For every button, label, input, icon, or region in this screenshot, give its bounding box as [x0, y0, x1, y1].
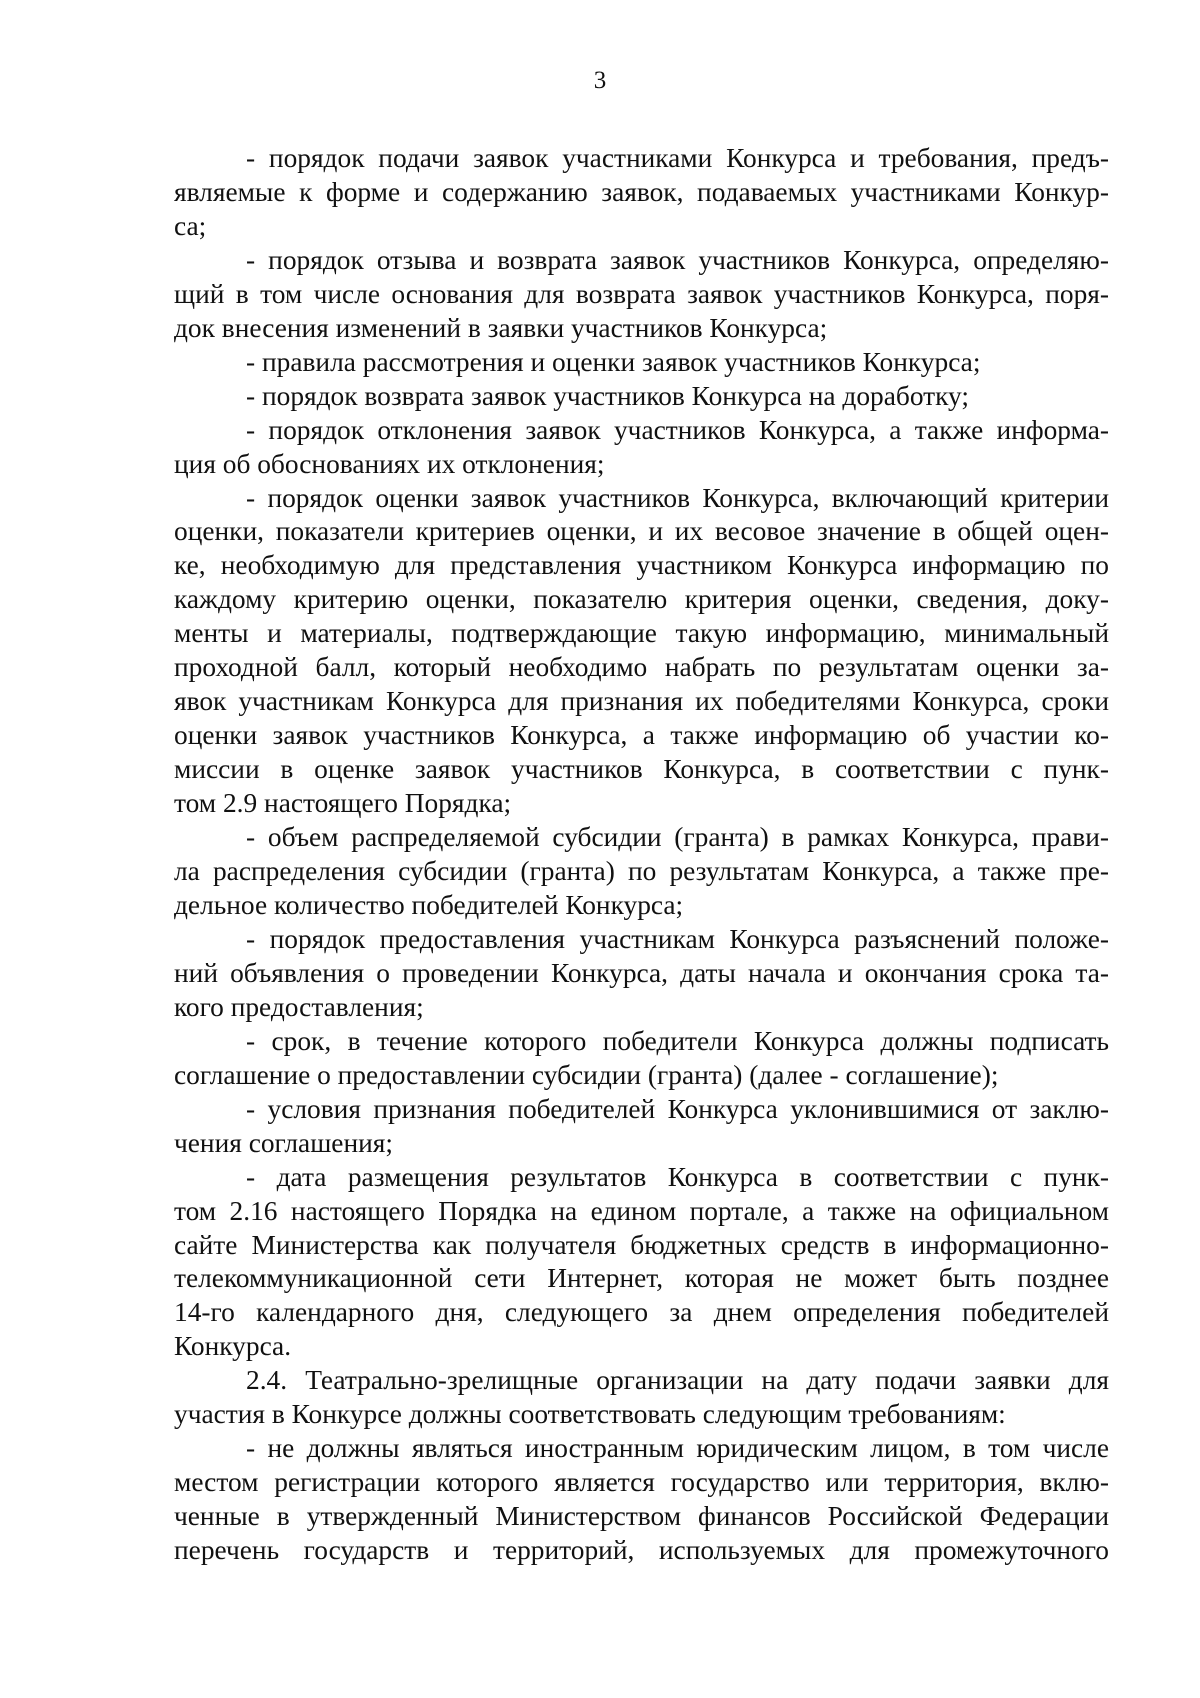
paragraph [174, 482, 1109, 822]
text-line: 2.4. Театрально-зрелищные организации на дату подачи заявки для [246, 1365, 1109, 1396]
text-line: том 2.9 настоящего Порядка; [174, 788, 512, 819]
text-line: сайте Министерства как получателя бюджетных средств в информационно- [174, 1229, 1109, 1260]
document-body [174, 142, 1109, 1568]
text-line: чения соглашения; [174, 1127, 393, 1158]
text-line: Конкурса. [174, 1331, 292, 1362]
text-line: участия в Конкурсе должны соответствовать следующим требованиям: [174, 1399, 1006, 1430]
text-line: каждому критерию оценки, показателю критерия оценки, сведения, доку- [174, 584, 1109, 615]
text-line: - порядок отзыва и возврата заявок участников Конкурса, определяю- [246, 244, 1109, 275]
text-line: кого предоставления; [174, 991, 424, 1022]
text-line: местом регистрации которого является государство или территория, вклю- [174, 1467, 1109, 1498]
text-line: - порядок возврата заявок участников Конкурса на доработку; [246, 380, 970, 411]
text-line: миссии в оценке заявок участников Конкурса, в соответствии с пунк- [174, 754, 1109, 785]
text-line: являемые к форме и содержанию заявок, подаваемых участниками Конкур- [174, 176, 1109, 207]
text-line: оценки, показатели критериев оценки, и их весовое значение в общей оцен- [174, 516, 1109, 547]
text-line: проходной балл, который необходимо набрать по результатам оценки за- [174, 652, 1109, 683]
paragraph [174, 142, 1109, 244]
text-line: 14-го календарного дня, следующего за днем определения победителей [174, 1297, 1109, 1328]
text-line: - дата размещения результатов Конкурса в соответствии с пунк- [246, 1161, 1109, 1192]
text-line: - срок, в течение которого победители Конкурса должны подписать [246, 1025, 1109, 1056]
paragraph [174, 923, 1109, 1025]
paragraph [174, 1432, 1109, 1568]
text-line: менты и материалы, подтверждающие такую информацию, минимальный [174, 618, 1109, 649]
text-line: - условия признания победителей Конкурса уклонившимися от заклю- [246, 1093, 1109, 1124]
text-line: ченные в утвержденный Министерством финансов Российской Федерации [174, 1501, 1109, 1532]
text-line: дельное количество победителей Конкурса; [174, 889, 684, 920]
text-line: - не должны являться иностранным юридическим лицом, в том числе [246, 1433, 1109, 1464]
paragraph [174, 346, 1109, 380]
text-line: - правила рассмотрения и оценки заявок участников Конкурса; [246, 346, 981, 377]
paragraph [174, 1161, 1109, 1365]
paragraph [174, 244, 1109, 346]
text-line: явок участникам Конкурса для признания их победителями Конкурса, сроки [174, 686, 1109, 717]
text-line: - порядок предоставления участникам Конкурса разъяснений положе- [246, 923, 1109, 954]
page-number: 3 [593, 67, 607, 94]
text-line: ке, необходимую для представления участником Конкурса информацию по [174, 550, 1109, 581]
text-line: телекоммуникационной сети Интернет, которая не может быть позднее [174, 1263, 1109, 1294]
paragraph [174, 1093, 1109, 1161]
text-line: щий в том числе основания для возврата заявок участников Конкурса, поря- [174, 278, 1109, 309]
text-line: ла распределения субсидии (гранта) по результатам Конкурса, а также пре- [174, 856, 1109, 887]
paragraph [174, 1025, 1109, 1093]
paragraph [174, 1364, 1109, 1432]
text-line: оценки заявок участников Конкурса, а также информацию об участии ко- [174, 720, 1109, 751]
text-line: док внесения изменений в заявки участников Конкурса; [174, 312, 828, 343]
text-line: том 2.16 настоящего Порядка на едином портале, а также на официальном [174, 1195, 1109, 1226]
text-line: са; [174, 210, 207, 241]
text-line: ция об обоснованиях их отклонения; [174, 448, 605, 479]
paragraph [174, 414, 1109, 482]
text-line: - объем распределяемой субсидии (гранта) в рамках Конкурса, прави- [246, 822, 1109, 853]
text-line: соглашение о предоставлении субсидии (гранта) (далее - соглашение); [174, 1059, 999, 1090]
text-line: - порядок подачи заявок участниками Конкурса и требования, предъ- [246, 143, 1109, 173]
text-line: ний объявления о проведении Конкурса, даты начала и окончания срока та- [174, 957, 1109, 988]
text-line: - порядок оценки заявок участников Конкурса, включающий критерии [246, 482, 1109, 513]
paragraph [174, 821, 1109, 923]
text-line: перечень государств и территорий, используемых для промежуточного [174, 1535, 1109, 1566]
text-line: - порядок отклонения заявок участников Конкурса, а также информа- [246, 414, 1109, 445]
paragraph [174, 380, 1109, 414]
